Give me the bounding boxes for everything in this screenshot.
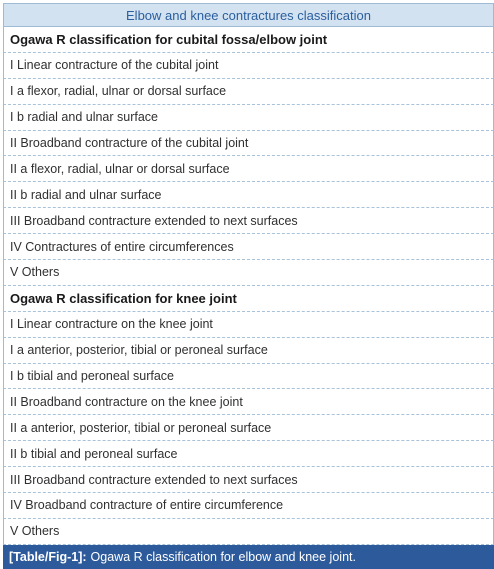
table-row: I Linear contracture of the cubital joint <box>3 53 494 79</box>
table-row: II Broadband contracture of the cubital joint <box>3 131 494 157</box>
table-row: I a anterior, posterior, tibial or peroneal surface <box>3 338 494 364</box>
figure-caption <box>3 545 494 569</box>
table-row: V Others <box>3 519 494 545</box>
table-row: IV Broadband contracture of entire circumference <box>3 493 494 519</box>
table-row: I b tibial and peroneal surface <box>3 364 494 390</box>
table-title: Elbow and knee contractures classification <box>3 3 494 27</box>
table-row: III Broadband contracture extended to next surfaces <box>3 208 494 234</box>
table-row: I a flexor, radial, ulnar or dorsal surface <box>3 79 494 105</box>
table-body <box>3 27 494 545</box>
table-row: I Linear contracture on the knee joint <box>3 312 494 338</box>
caption-reference: [Table/Fig-1]: <box>9 549 87 564</box>
table-row: IV Contractures of entire circumferences <box>3 234 494 260</box>
caption-text: Ogawa R classification for elbow and knee joint. <box>90 549 356 564</box>
classification-table-figure <box>3 3 494 567</box>
table-row: III Broadband contracture extended to next surfaces <box>3 467 494 493</box>
table-row: II a flexor, radial, ulnar or dorsal surface <box>3 156 494 182</box>
table-row: II b radial and ulnar surface <box>3 182 494 208</box>
table-row: II b tibial and peroneal surface <box>3 441 494 467</box>
table-row: I b radial and ulnar surface <box>3 105 494 131</box>
table-row: II Broadband contracture on the knee joint <box>3 389 494 415</box>
table-row: V Others <box>3 260 494 286</box>
section-header-row: Ogawa R classification for knee joint <box>3 286 494 312</box>
section-header-row: Ogawa R classification for cubital fossa/elbow joint <box>3 27 494 53</box>
table-row: II a anterior, posterior, tibial or peroneal surface <box>3 415 494 441</box>
